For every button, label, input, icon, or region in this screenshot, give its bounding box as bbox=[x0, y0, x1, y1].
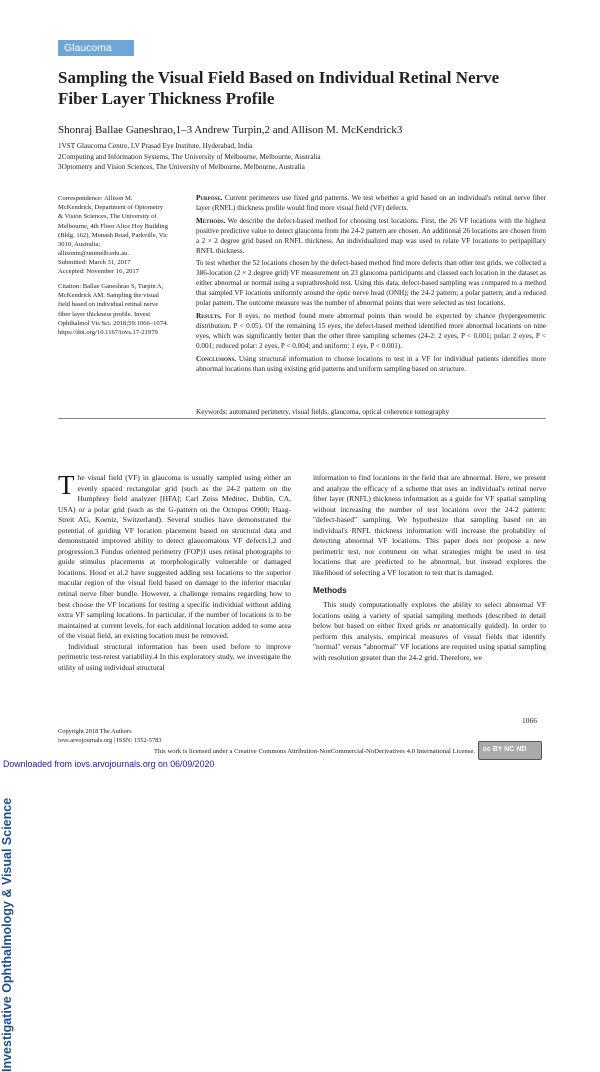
keywords: Keywords: automated perimetry, visual fields, glaucoma, optical coherence tomography bbox=[196, 408, 450, 416]
cc-badge-text: cc BY NC ND bbox=[483, 746, 527, 753]
intro-paragraph-1 bbox=[58, 470, 291, 642]
abstract-results bbox=[196, 312, 546, 352]
divider bbox=[58, 418, 546, 419]
footer-left bbox=[58, 728, 258, 745]
affiliation-3: 3Optometry and Vision Sciences, The University of Melbourne, Melbourne, Australia bbox=[58, 163, 305, 171]
intro-paragraph-2: Individual structural information has been used before to improve perimetric test-retest variability.4 In this exploratory study, we investigate the utility of using individual structural bbox=[58, 641, 291, 672]
intro-text-1: he visual field (VF) in glaucoma is usually sampled using either an evenly spaced rectangular grid (such as the 24-2 pattern on the Humphrey field analyzer [HFA]; Carl Zeiss Meditec, Dublin, CA, USA) or a polar grid (such as the G-pattern on the Octopus O900; Haag-Streit AG, Koeniz, Switzerland). Several studies have demonstrated the potential of guiding VF location placement based on structural data and demonstrated improved ability to detect glaucomatous VF defects1,2 and progression.3 Fundus oriented perimetry (FOP)1 uses retinal photographs to guide stimulus placements at morphologically vulnerable or damaged locations. Hood et al.2 have suggested adding test locations to the superior macular region of the visual field based on damage to the inferior macular retinal nerve fiber bundle. However, a challenge remains regarding how to best choose the VF locations for testing a specific individual without adding extra VF sampling locations. In particular, if the number of locations is to be maintained at current levels, for each additional location added to some area of the visual field, an existing location must be removed. bbox=[58, 473, 291, 641]
abstract-purpose bbox=[196, 194, 546, 214]
submitted-date: Submitted: March 31, 2017 bbox=[58, 259, 131, 266]
conclusions-text: Using structural information to choose locations to test in a VF for individual patients identifies more abnormal locations than using existing grid patterns and uniform sampling based on structure. bbox=[196, 354, 546, 373]
issn: iovs.arvojournals.org | ISSN: 1552-5783 bbox=[58, 736, 162, 744]
methods-paragraph-1: This study computationally explores the ability to select abnormal VF locations using a variety of spatial sampling methods (described in detail below but based on either fixed grids or anatomically guided). In order to perform this analysis, empirical measures of visual fields that identify "normal" versus "abnormal" VF locations are required using spatial sampling with resolution greater than the 24-2 grid. Therefore, we bbox=[313, 600, 546, 662]
accepted-date: Accepted: November 16, 2017 bbox=[58, 268, 139, 275]
drop-cap: T bbox=[58, 470, 75, 500]
purpose-heading: Purpose. bbox=[196, 194, 223, 202]
page-number: 1066 bbox=[522, 716, 537, 725]
journal-side-label: Investigative Ophthalmology & Visual Science bbox=[0, 797, 14, 1072]
abstract-methods bbox=[196, 217, 546, 257]
affiliation-1: 1VST Glaucoma Centre, LV Prasad Eye Institute, Hyderabad, India bbox=[58, 142, 253, 150]
body-left-column bbox=[58, 470, 291, 673]
results-heading: Results. bbox=[196, 311, 222, 320]
author-list: Shonraj Ballae Ganeshrao,1–3 Andrew Turpin,2 and Allison M. McKendrick3 bbox=[58, 124, 403, 136]
download-watermark: Downloaded from iovs.arvojournals.org on 06/09/2020 bbox=[3, 759, 215, 769]
citation: Citation: Ballae Ganeshrao S, Turpin A, McKendrick AM. Sampling the visual field based on individual retinal nerve fiber layer thickness profile. Invest Ophthalmol Vis Sci. 2018;59:1066–1074. https://doi.org/10.1167/iovs.17-21979 bbox=[58, 283, 168, 337]
cc-license-icon[interactable] bbox=[478, 741, 542, 760]
abstract bbox=[196, 194, 546, 377]
affiliation-2: 2Computing and Information Systems, The University of Melbourne, Melbourne, Australia bbox=[58, 152, 321, 161]
purpose-text: Current perimeters use fixed grid patterns. We test whether a grid based on an individual's retinal nerve fiber layer (RNFL) thickness profile would find more visual field (VF) defects. bbox=[196, 194, 546, 212]
intro-paragraph-3: information to find locations in the field that are abnormal. Here, we present and analyze the efficacy of a scheme that uses an individual's retinal nerve fiber layer (RNFL) thickness information as a guide for VF spatial sampling without increasing the number of test locations over the 24-2 pattern: "defect-based" sampling. We hypothesize that sampling based on an individual's RNFL thickness information will increase the probability of detecting abnormal VF locations. This paper does not propose a new perimetric test, nor comment on what strategies might be used to test locations that are predicted to be abnormal, but instead explores the likelihood of selecting a VF location to test that is damaged. bbox=[313, 473, 546, 577]
section-tag: Glaucoma bbox=[58, 40, 134, 56]
copyright: Copyright 2018 The Authors bbox=[58, 728, 132, 735]
correspondence: Correspondence: Allison M. McKendrick, Department of Optometry & Vision Sciences, The University of Melbourne, 4th Floor Alice Hoy Building (Bldg. 162), Monash Road, Parkville, Vic 3010, Australia; allisonm@unimelb.edu.au. bbox=[58, 195, 168, 258]
affiliations bbox=[58, 141, 528, 173]
methods-section-heading: Methods bbox=[313, 586, 347, 596]
body-right-column bbox=[313, 473, 546, 663]
license-text[interactable]: This work is licensed under a Creative Commons Attribution-NonCommercial-NoDerivatives 4.0 International License. bbox=[153, 748, 475, 755]
methods-heading: Methods. bbox=[196, 216, 226, 225]
methods-text: We describe the defect-based method for choosing test locations. First, the 26 VF locations with the highest positive predictive value to detect glaucoma from the 24-2 pattern are chosen. An additional 26 locations are chosen from a 2 × 2 degree grid based on RNFL thickness. An individualized map was used to relate VF locations to peripapillary RNFL thickness. bbox=[196, 216, 546, 255]
abstract-methods-2: To test whether the 52 locations chosen by the defect-based method find more defects than other test grids, we collected a 386-location (2 × 2 degree grid) VF measurement on 23 glaucoma participants and classed each location in the dataset as either abnormal or normal using a suprathreshold test. Using this data, defect-based sampling was compared to a method that sampled VF locations uniformly around the optic nerve head (ONH); the 24-2 pattern; a polar pattern; and a reduced polar pattern. The outcome measure was the number of abnormal points that were selected as test locations. bbox=[196, 259, 546, 308]
results-text: For 8 eyes, no method found more abnormal points than would be expected by chance (hypergeometric distribution, P < 0.05). Of the remaining 15 eyes, the defect-based method identified more abnormal locations on nine eyes, which was significantly better than the other three sampling schemes (24-2: 2 eyes, P < 0.001; polar: 2 eyes, P < 0.001; reduced polar: 2 eyes, P < 0.004; and uniform: 1 eye, P < 0.001). bbox=[196, 311, 546, 350]
abstract-conclusions bbox=[196, 355, 546, 375]
article-title: Sampling the Visual Field Based on Individual Retinal Nerve Fiber Layer Thickness Profile bbox=[58, 68, 500, 108]
conclusions-heading: Conclusions. bbox=[196, 354, 237, 363]
